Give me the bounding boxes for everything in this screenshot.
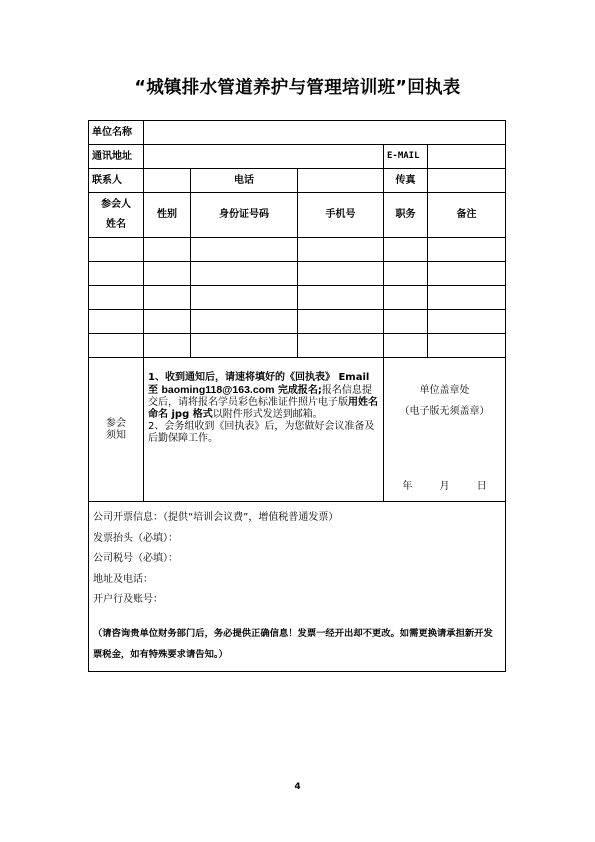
attendee-mobile-cell[interactable] bbox=[298, 238, 384, 262]
attendee-row bbox=[89, 286, 506, 310]
address-field[interactable] bbox=[144, 145, 384, 169]
attendee-name-cell[interactable] bbox=[89, 238, 144, 262]
attendee-gender-cell[interactable] bbox=[144, 310, 191, 334]
attendee-name-cell[interactable] bbox=[89, 334, 144, 358]
notice-p1-c: 报名信息提交后，请将报名学员彩色标准证件照片电子版 bbox=[148, 385, 372, 408]
notice-p1-a: 1、收到通知后，请速将填好的《回执表》 Email 至 bbox=[148, 372, 370, 396]
address-phone-label: 地址及电话： bbox=[93, 573, 153, 585]
attendee-row bbox=[89, 334, 506, 358]
phone-label: 电话 bbox=[191, 169, 298, 193]
attendee-row bbox=[89, 262, 506, 286]
attendee-id-cell[interactable] bbox=[191, 262, 298, 286]
attendee-position-cell[interactable] bbox=[384, 238, 428, 262]
attendee-mobile-cell[interactable] bbox=[298, 310, 384, 334]
notice-p1-e: 以附件形式发送到邮箱。 bbox=[212, 409, 323, 420]
attendee-id-cell[interactable] bbox=[191, 286, 298, 310]
notice-p1-b: 完成报名; bbox=[274, 385, 322, 396]
seal-day: 日 bbox=[476, 481, 487, 492]
attendee-name-cell[interactable] bbox=[89, 262, 144, 286]
attendee-gender-cell[interactable] bbox=[144, 334, 191, 358]
position-header: 职务 bbox=[384, 193, 428, 238]
notice-row bbox=[89, 358, 506, 502]
seal-line2: （电子版无须盖章） bbox=[399, 406, 490, 417]
attendee-name-header-line2: 姓名 bbox=[106, 219, 126, 230]
billing-info-heading: 公司开票信息：（提供“培训会议费”，增值税普通发票） bbox=[93, 512, 339, 523]
tax-id-label: 公司税号（必填）： bbox=[93, 553, 178, 564]
attendee-remark-cell[interactable] bbox=[428, 286, 506, 310]
attendee-gender-cell[interactable] bbox=[144, 286, 191, 310]
attendee-id-cell[interactable] bbox=[191, 310, 298, 334]
notice-email-link[interactable]: baoming118@163.com bbox=[161, 384, 275, 396]
attendee-remark-cell[interactable] bbox=[428, 262, 506, 286]
attendee-remark-cell[interactable] bbox=[428, 238, 506, 262]
row-contact bbox=[89, 169, 506, 193]
registration-form-table bbox=[88, 120, 506, 672]
attendee-mobile-cell[interactable] bbox=[298, 334, 384, 358]
mobile-header: 手机号 bbox=[298, 193, 384, 238]
attendee-position-cell[interactable] bbox=[384, 286, 428, 310]
contact-label: 联系人 bbox=[89, 169, 144, 193]
attendee-remark-cell[interactable] bbox=[428, 334, 506, 358]
attendee-mobile-cell[interactable] bbox=[298, 262, 384, 286]
gender-header: 性别 bbox=[144, 193, 191, 238]
attendee-position-cell[interactable] bbox=[384, 310, 428, 334]
unit-name-field[interactable] bbox=[144, 121, 506, 145]
email-field[interactable] bbox=[428, 145, 506, 169]
billing-row bbox=[89, 502, 506, 672]
attendee-gender-cell[interactable] bbox=[144, 238, 191, 262]
notice-p1-d: 用姓名命名 jpg 格式 bbox=[148, 397, 378, 420]
attendee-name-cell[interactable] bbox=[89, 286, 144, 310]
attendee-name-header-line1: 参会人 bbox=[101, 199, 131, 210]
attendee-row bbox=[89, 310, 506, 334]
address-label: 通讯地址 bbox=[89, 145, 144, 169]
id-number-header: 身份证号码 bbox=[191, 193, 298, 238]
seal-year: 年 bbox=[402, 481, 413, 492]
notice-paragraph-1 bbox=[148, 372, 379, 421]
notice-label bbox=[89, 358, 144, 502]
notice-label-line1: 参会 bbox=[106, 417, 126, 429]
page-number: 4 bbox=[294, 782, 301, 792]
attendee-id-cell[interactable] bbox=[191, 238, 298, 262]
email-label: E-MAIL bbox=[384, 145, 428, 169]
billing-info bbox=[89, 502, 506, 672]
invoice-title-label: 发票抬头（必填）： bbox=[93, 532, 178, 544]
attendee-row bbox=[89, 238, 506, 262]
attendee-gender-cell[interactable] bbox=[144, 262, 191, 286]
phone-field[interactable] bbox=[298, 169, 384, 193]
seal-month: 月 bbox=[439, 481, 450, 492]
row-address bbox=[89, 145, 506, 169]
page-title: “城镇排水管道养护与管理培训班”回执表 bbox=[134, 78, 461, 98]
attendee-position-cell[interactable] bbox=[384, 334, 428, 358]
fax-field[interactable] bbox=[428, 169, 506, 193]
contact-field[interactable] bbox=[144, 169, 191, 193]
attendee-id-cell[interactable] bbox=[191, 334, 298, 358]
remark-header: 备注 bbox=[428, 193, 506, 238]
seal-date bbox=[384, 476, 505, 497]
attendee-remark-cell[interactable] bbox=[428, 310, 506, 334]
attendee-name-header bbox=[89, 193, 144, 238]
notice-label-line2: 须知 bbox=[106, 429, 126, 441]
attendee-position-cell[interactable] bbox=[384, 262, 428, 286]
attendee-mobile-cell[interactable] bbox=[298, 286, 384, 310]
seal-area bbox=[384, 358, 506, 502]
seal-line1: 单位盖章处 bbox=[419, 385, 470, 396]
notice-text bbox=[144, 358, 384, 502]
unit-name-label: 单位名称 bbox=[89, 121, 144, 145]
bank-account-label: 开户行及账号： bbox=[93, 594, 163, 605]
notice-paragraph-2: 2、会务组收到《回执表》后，为您做好会议准备及后勤保障工作。 bbox=[148, 421, 375, 444]
attendee-name-cell[interactable] bbox=[89, 310, 144, 334]
attendee-header-row bbox=[89, 193, 506, 238]
fax-label: 传真 bbox=[384, 169, 428, 193]
row-unit-name bbox=[89, 121, 506, 145]
billing-note: （请咨询贵单位财务部门后，务必提供正确信息！发票一经开出却不更改。如需更换请承担新开发票税金，如有特殊要求请告知。） bbox=[93, 627, 493, 660]
